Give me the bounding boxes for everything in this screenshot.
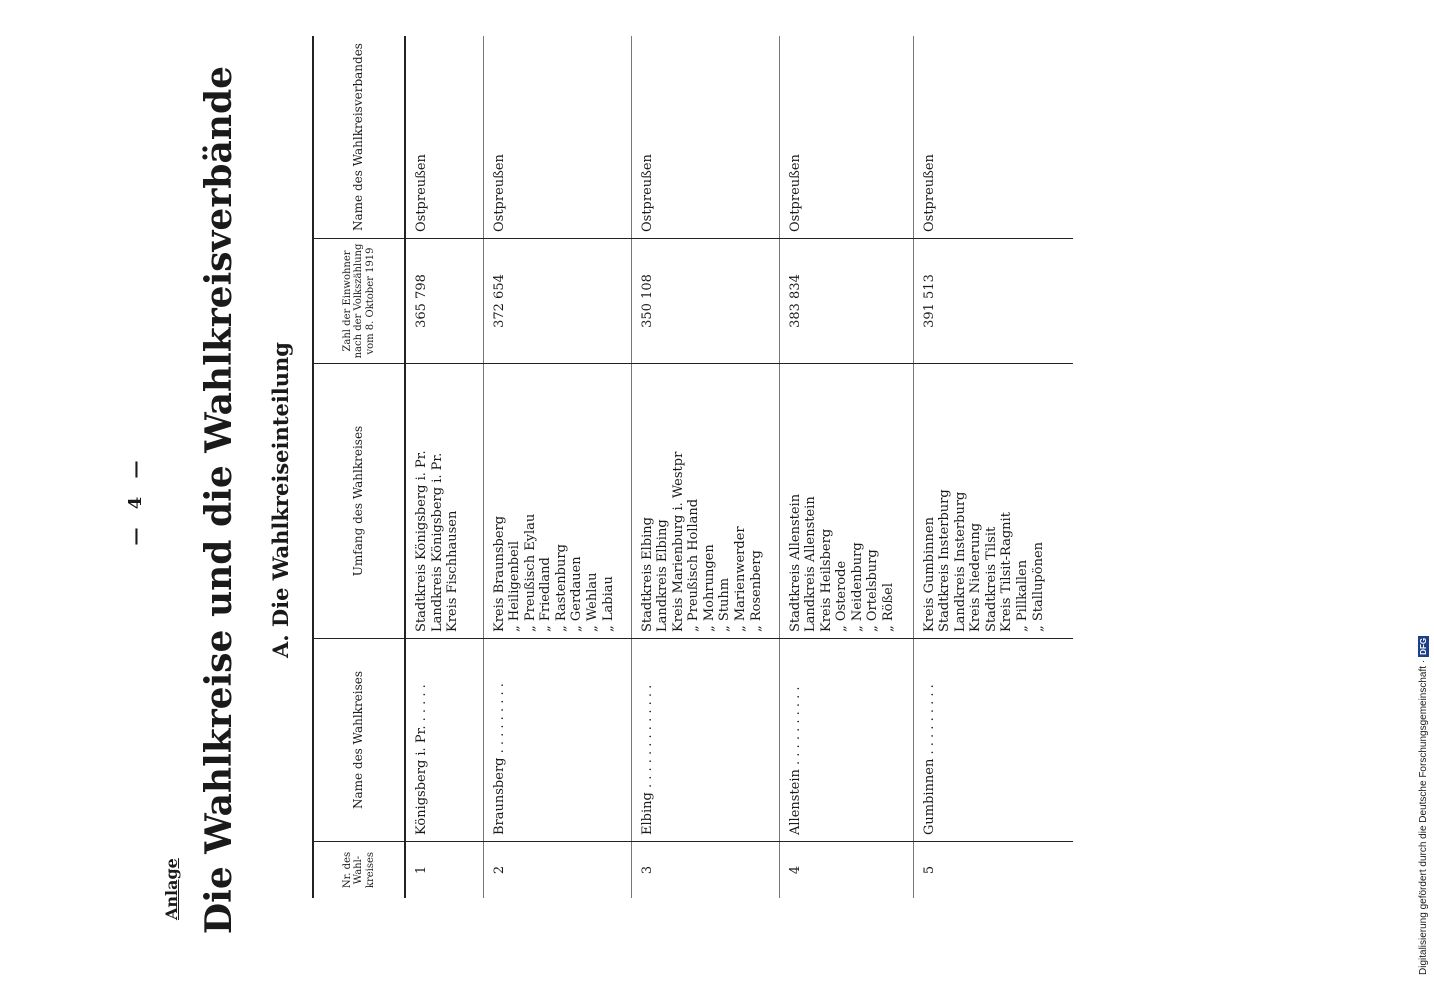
table-row bbox=[913, 36, 1073, 898]
header-verband: Name des Wahlkreisverbandes bbox=[313, 36, 405, 239]
stamp-text: Digitalisierung gefördert durch die Deutsche Forschungsgemeinschaft · bbox=[1418, 659, 1429, 975]
umfang-entry: „ Neidenburg bbox=[849, 542, 865, 632]
cell-umfang bbox=[779, 364, 913, 639]
umfang-entry: „ Gerdauen bbox=[569, 556, 585, 632]
umfang-entry: „ Pillkallen bbox=[1015, 559, 1031, 632]
umfang-entry: Kreis Tilsit-Ragnit bbox=[999, 512, 1015, 632]
header-name: Name des Wahlkreises bbox=[313, 639, 405, 842]
cell-umfang bbox=[483, 364, 631, 639]
umfang-entry: „ Rößel bbox=[881, 582, 897, 632]
cell-name: Allenstein . . . . . . . . . . bbox=[779, 639, 913, 842]
umfang-entry: „ Rastenburg bbox=[553, 544, 569, 632]
umfang-entry: Kreis Fischhausen bbox=[445, 510, 461, 632]
dfg-logo: DFG bbox=[1419, 637, 1428, 655]
cell-einwohner: 365 798 bbox=[405, 239, 483, 364]
cell-verband: Ostpreußen bbox=[913, 36, 1073, 239]
umfang-entry: „ Ortelsburg bbox=[865, 549, 881, 632]
umfang-entry: „ Friedland bbox=[538, 557, 554, 632]
umfang-entry: Stadtkreis Königsberg i. Pr. bbox=[414, 450, 429, 632]
cell-name: Elbing . . . . . . . . . . . . . bbox=[631, 639, 779, 842]
table-header-row bbox=[313, 36, 405, 898]
umfang-entry: Kreis Braunsberg bbox=[491, 515, 507, 632]
cell-verband: Ostpreußen bbox=[405, 36, 483, 239]
cell-nr: 1 bbox=[414, 865, 429, 875]
umfang-entry: „ Marienwerder bbox=[733, 526, 749, 632]
umfang-entry: „ Rosenberg bbox=[748, 550, 764, 632]
umfang-entry: „ Heiligenbeil bbox=[507, 540, 523, 632]
umfang-entry: Kreis Heilsberg bbox=[818, 528, 834, 632]
cell-einwohner: 372 654 bbox=[483, 239, 631, 364]
header-einwohner: Zahl der Einwohner nach der Volkszählung vom 8. Oktober 1919 bbox=[313, 239, 405, 364]
cell-umfang bbox=[405, 364, 483, 639]
umfang-entry: Stadtkreis Insterburg bbox=[937, 489, 953, 632]
umfang-entry: Stadtkreis Allenstein bbox=[787, 493, 803, 632]
header-nr: Nr. des Wahl-kreises bbox=[313, 842, 405, 899]
umfang-entry: „ Mohrungen bbox=[701, 544, 717, 632]
table-row bbox=[631, 36, 779, 898]
section-subtitle: A. Die Wahlkreiseinteilung bbox=[268, 342, 293, 659]
table-row bbox=[405, 36, 483, 898]
cell-einwohner: 350 108 bbox=[631, 239, 779, 364]
cell-name: Königsberg i. Pr. . . . . . bbox=[405, 639, 483, 842]
cell-nr: 3 bbox=[631, 842, 779, 899]
umfang-entry: „ Stuhm bbox=[717, 577, 733, 632]
page-label: Anlage bbox=[162, 858, 181, 920]
cell-name: Braunsberg . . . . . . . . . bbox=[483, 639, 631, 842]
cell-verband: Ostpreußen bbox=[483, 36, 631, 239]
umfang-entry: Kreis Gumbinnen bbox=[921, 517, 937, 632]
umfang-entry: „ Stallupönen bbox=[1030, 541, 1046, 632]
cell-einwohner: 383 834 bbox=[779, 239, 913, 364]
umfang-entry: Landkreis Elbing bbox=[655, 519, 671, 632]
table-body bbox=[405, 36, 1073, 898]
cell-nr: 2 bbox=[483, 842, 631, 899]
page-title: Die Wahlkreise und die Wahlkreisverbände bbox=[198, 65, 240, 935]
umfang-entry: „ Wehlau bbox=[585, 572, 601, 632]
digitization-stamp bbox=[1418, 25, 1429, 975]
cell-nr: 4 bbox=[779, 842, 913, 899]
umfang-entry: „ Labiau bbox=[600, 576, 616, 632]
umfang-entry: Landkreis Allenstein bbox=[803, 496, 819, 632]
umfang-entry: Landkreis Königsberg i. Pr. bbox=[429, 452, 445, 632]
umfang-entry: Stadtkreis Tilsit bbox=[983, 526, 999, 632]
umfang-entry: „ Preußisch Eylau bbox=[522, 513, 538, 632]
cell-name: Gumbinnen . . . . . . . . . bbox=[913, 639, 1073, 842]
umfang-entry: „ Preußisch Holland bbox=[686, 498, 702, 632]
constituency-table bbox=[312, 36, 1073, 898]
umfang-entry: Kreis Niederung bbox=[968, 522, 984, 632]
umfang-entry: „ Osterode bbox=[834, 560, 850, 632]
umfang-entry: Landkreis Insterburg bbox=[952, 491, 968, 632]
cell-verband: Ostpreußen bbox=[779, 36, 913, 239]
header-umfang: Umfang des Wahlkreises bbox=[313, 364, 405, 639]
cell-umfang bbox=[913, 364, 1073, 639]
cell-verband: Ostpreußen bbox=[631, 36, 779, 239]
cell-umfang bbox=[631, 364, 779, 639]
table-row bbox=[483, 36, 631, 898]
table-row bbox=[779, 36, 913, 898]
cell-einwohner: 391 513 bbox=[913, 239, 1073, 364]
page-number: — 4 — bbox=[125, 454, 146, 546]
cell-nr: 5 bbox=[913, 842, 1073, 899]
umfang-entry: Stadtkreis Elbing bbox=[639, 517, 655, 632]
umfang-entry: Kreis Marienburg i. Westpr bbox=[670, 451, 686, 632]
